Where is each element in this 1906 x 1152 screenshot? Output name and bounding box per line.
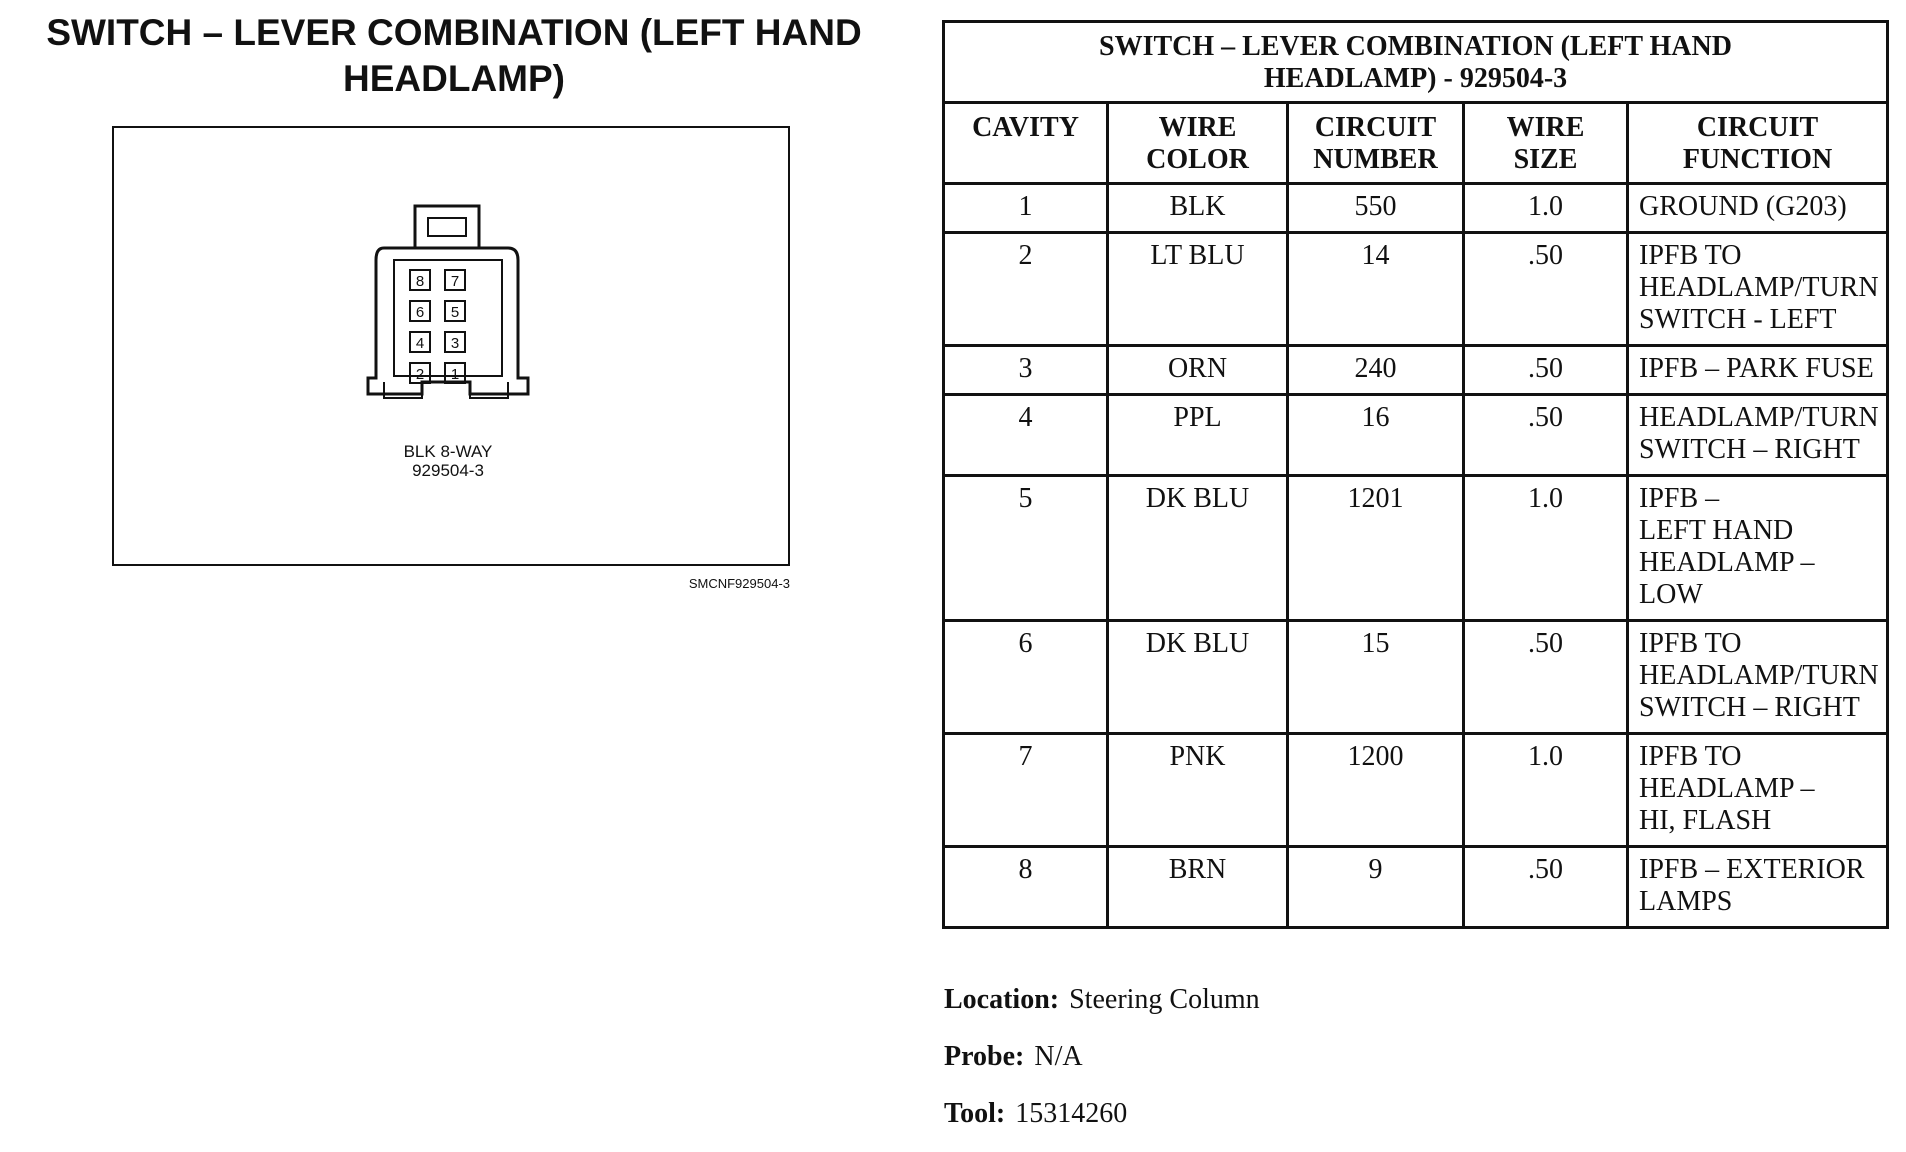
- cavity-cell: 5: [944, 476, 1108, 621]
- wire-color-cell: PNK: [1108, 734, 1288, 847]
- probe-info: [944, 1041, 1083, 1073]
- cavity-cell: 8: [944, 847, 1108, 928]
- circuit-number-cell: 14: [1288, 233, 1464, 346]
- connector-latch-slot: [428, 218, 466, 236]
- circuit-function-line: IPFB TO: [1639, 741, 1742, 772]
- circuit-function-line: LOW: [1639, 579, 1703, 610]
- circuit-function-line: IPFB –: [1639, 483, 1720, 514]
- wire-size-cell: 1.0: [1464, 476, 1628, 621]
- circuit-function-line: HEADLAMP/TURN: [1639, 660, 1879, 691]
- circuit-function-cell: [1628, 233, 1888, 346]
- wire-color-cell: BRN: [1108, 847, 1288, 928]
- circuit-function-cell: [1628, 734, 1888, 847]
- pin-number: 6: [415, 304, 425, 321]
- probe-value: N/A: [1034, 1041, 1083, 1072]
- connector-caption-line1: BLK 8-WAY: [403, 442, 493, 461]
- circuit-function-line: SWITCH – RIGHT: [1639, 692, 1860, 723]
- wire-color-cell: ORN: [1108, 346, 1288, 395]
- table-row: [944, 233, 1888, 346]
- circuit-function-line: SWITCH - LEFT: [1639, 304, 1837, 335]
- circuit-number-cell: 550: [1288, 184, 1464, 233]
- circuit-number-cell: 1200: [1288, 734, 1464, 847]
- circuit-number-cell: 1201: [1288, 476, 1464, 621]
- connector-title: [14, 10, 894, 102]
- header-wire-size: [1464, 103, 1628, 184]
- header-wire-color: [1108, 103, 1288, 184]
- circuit-function-cell: [1628, 476, 1888, 621]
- table-row: [944, 346, 1888, 395]
- connector-latch: [415, 206, 479, 248]
- circuit-function-line: IPFB – PARK FUSE: [1639, 353, 1874, 384]
- wire-size-cell: .50: [1464, 346, 1628, 395]
- pin-number: 3: [450, 335, 460, 352]
- circuit-function-line: HEADLAMP/TURN: [1639, 402, 1879, 433]
- circuit-function-line: IPFB – EXTERIOR: [1639, 854, 1865, 885]
- cavity-cell: 7: [944, 734, 1108, 847]
- circuit-number-cell: 240: [1288, 346, 1464, 395]
- pin-number: 5: [450, 304, 460, 321]
- circuit-function-line: LEFT HAND: [1639, 515, 1794, 546]
- cavity-cell: 2: [944, 233, 1108, 346]
- header-wire-size-label: WIRE: [1506, 112, 1585, 143]
- wire-size-cell: .50: [1464, 395, 1628, 476]
- wire-size-cell: .50: [1464, 621, 1628, 734]
- probe-label: Probe:: [944, 1041, 1025, 1072]
- wire-color-cell: DK BLU: [1108, 621, 1288, 734]
- tool-label: Tool:: [944, 1098, 1006, 1129]
- wire-color-cell: DK BLU: [1108, 476, 1288, 621]
- circuit-number-cell: 16: [1288, 395, 1464, 476]
- header-circuit-function: [1628, 103, 1888, 184]
- circuit-function-cell: [1628, 395, 1888, 476]
- location-value: Steering Column: [1069, 984, 1260, 1015]
- circuit-function-line: HEADLAMP –: [1639, 773, 1815, 804]
- table-title-row: [944, 22, 1888, 103]
- cavity-cell: 1: [944, 184, 1108, 233]
- table-title-line: SWITCH – LEVER COMBINATION (LEFT HAND: [1099, 31, 1732, 62]
- pin-number: 1: [450, 366, 460, 383]
- circuit-number-cell: 9: [1288, 847, 1464, 928]
- table-title: [944, 22, 1888, 103]
- wire-size-cell: 1.0: [1464, 734, 1628, 847]
- header-wire-size-label: SIZE: [1513, 144, 1578, 175]
- table-row: [944, 476, 1888, 621]
- pin-number: 2: [415, 366, 425, 383]
- header-cavity: [944, 103, 1108, 184]
- table-title-line: HEADLAMP) - 929504-3: [1263, 63, 1568, 94]
- circuit-function-line: HEADLAMP/TURN: [1639, 272, 1879, 303]
- header-cavity-label: CAVITY: [972, 112, 1079, 143]
- wire-color-cell: LT BLU: [1108, 233, 1288, 346]
- table-header-row: [944, 103, 1888, 184]
- circuit-function-line: IPFB TO: [1639, 628, 1742, 659]
- header-circuit-function-label: CIRCUIT: [1696, 112, 1819, 143]
- table-row: [944, 184, 1888, 233]
- circuit-function-line: GROUND (G203): [1639, 191, 1847, 222]
- table-row: [944, 847, 1888, 928]
- wire-size-cell: 1.0: [1464, 184, 1628, 233]
- wire-size-cell: .50: [1464, 847, 1628, 928]
- location-label: Location:: [944, 984, 1060, 1015]
- connector-title-line: HEADLAMP): [343, 58, 565, 99]
- wire-size-cell: .50: [1464, 233, 1628, 346]
- table-row: [944, 395, 1888, 476]
- header-wire-color-label: COLOR: [1146, 144, 1249, 175]
- header-circuit-number: [1288, 103, 1464, 184]
- circuit-function-cell: [1628, 346, 1888, 395]
- header-circuit-function-label: FUNCTION: [1682, 144, 1833, 175]
- figure-id: SMCNF929504-3: [688, 576, 790, 591]
- table-row: [944, 621, 1888, 734]
- pin-number: 7: [450, 273, 460, 290]
- pin-number: 4: [415, 335, 425, 352]
- connector-lock-tab: [384, 382, 422, 398]
- header-circuit-number-label: CIRCUIT: [1314, 112, 1437, 143]
- pin-number: 8: [415, 273, 425, 290]
- header-wire-color-label: WIRE: [1158, 112, 1237, 143]
- circuit-function-line: IPFB TO: [1639, 240, 1742, 271]
- connector-title-line: SWITCH – LEVER COMBINATION (LEFT HAND: [46, 12, 862, 53]
- circuit-number-cell: 15: [1288, 621, 1464, 734]
- pinout-table: [942, 20, 1889, 929]
- wire-color-cell: BLK: [1108, 184, 1288, 233]
- circuit-function-cell: [1628, 184, 1888, 233]
- connector-figure: [112, 126, 790, 566]
- connector-caption-line2: 929504-3: [412, 461, 484, 480]
- circuit-function-line: HI, FLASH: [1639, 805, 1772, 836]
- table-row: [944, 734, 1888, 847]
- location-info: [944, 984, 1260, 1016]
- cavity-cell: 3: [944, 346, 1108, 395]
- circuit-function-line: SWITCH – RIGHT: [1639, 434, 1860, 465]
- circuit-function-cell: [1628, 621, 1888, 734]
- circuit-function-line: LAMPS: [1639, 886, 1733, 917]
- connector-face-diagram: [114, 128, 792, 568]
- circuit-function-line: HEADLAMP –: [1639, 547, 1815, 578]
- cavity-cell: 4: [944, 395, 1108, 476]
- wire-color-cell: PPL: [1108, 395, 1288, 476]
- tool-info: [944, 1098, 1127, 1130]
- tool-value: 15314260: [1015, 1098, 1128, 1129]
- connector-lock-tab: [470, 382, 508, 398]
- cavity-cell: 6: [944, 621, 1108, 734]
- circuit-function-cell: [1628, 847, 1888, 928]
- header-circuit-number-label: NUMBER: [1313, 144, 1438, 175]
